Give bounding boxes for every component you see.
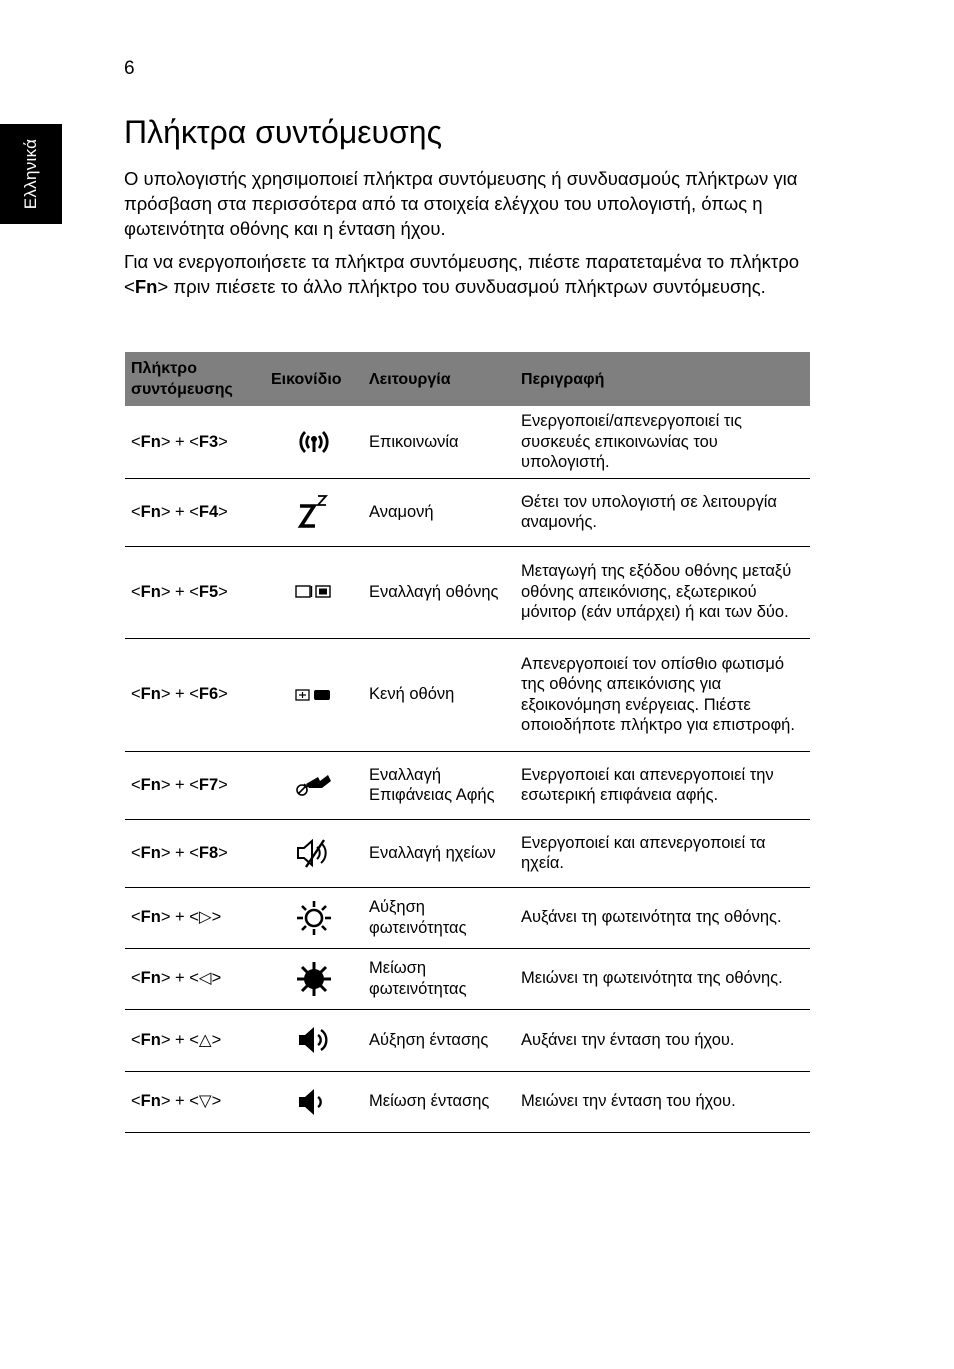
- description-cell: Απενεργοποιεί τον οπίσθιο φωτισμό της οθόνης απεικόνισης για εξοικονόμηση ενέργειας. Πιέστε οποιοδήποτε πλήκτρο για επιστροφή.: [515, 638, 810, 751]
- icon-cell: [265, 1071, 363, 1132]
- icon-cell: [265, 406, 363, 478]
- touchpad-toggle-icon: [294, 770, 334, 800]
- hotkey-cell: <Fn> + <F3>: [125, 406, 265, 478]
- language-side-tab: [0, 124, 62, 224]
- header-description: Περιγραφή: [515, 352, 810, 406]
- hotkey-cell: <Fn> + <◁>: [125, 948, 265, 1009]
- instruction-key: Fn: [134, 276, 158, 297]
- language-side-tab-label: Ελληνικά: [21, 138, 40, 210]
- header-hotkey: Πλήκτρο συντόμευσης: [125, 352, 265, 406]
- table-row: [125, 887, 810, 948]
- page-number: 6: [124, 58, 135, 79]
- hotkey-cell: <Fn> + <F8>: [125, 819, 265, 887]
- table-header-row: [125, 352, 810, 406]
- modifier-key: Fn: [140, 582, 161, 601]
- display-toggle-icon: [294, 584, 334, 600]
- icon-cell: [265, 1009, 363, 1071]
- description-cell: Ενεργοποιεί/απενεργοποιεί τις συσκευές επικοινωνίας του υπολογιστή.: [515, 406, 810, 478]
- function-cell: Μείωση έντασης: [363, 1071, 515, 1132]
- modifier-key: Fn: [140, 1092, 161, 1111]
- hotkey-cell: <Fn> + <F5>: [125, 546, 265, 638]
- function-cell: Εναλλαγή ηχείων: [363, 819, 515, 887]
- modifier-key: Fn: [140, 432, 161, 451]
- header-icon: Εικονίδιο: [265, 352, 363, 406]
- hotkey-key: △: [198, 1030, 212, 1049]
- hotkey-key: F3: [198, 432, 219, 451]
- function-cell: Αύξηση έντασης: [363, 1009, 515, 1071]
- modifier-key: Fn: [140, 502, 161, 521]
- hotkey-key: F7: [198, 775, 219, 794]
- hotkey-cell: <Fn> + <▽>: [125, 1071, 265, 1132]
- hotkey-cell: <Fn> + <F4>: [125, 478, 265, 546]
- modifier-key: Fn: [140, 908, 161, 927]
- function-cell: Αύξηση φωτεινότητας: [363, 887, 515, 948]
- hotkey-key: ▷: [198, 908, 212, 927]
- table-row: [125, 546, 810, 638]
- hotkey-key: F6: [198, 685, 219, 704]
- icon-cell: [265, 887, 363, 948]
- modifier-key: Fn: [140, 685, 161, 704]
- hotkey-cell: <Fn> + <△>: [125, 1009, 265, 1071]
- table-row: [125, 1071, 810, 1132]
- hotkey-key: ▽: [198, 1092, 212, 1111]
- function-cell: Κενή οθόνη: [363, 638, 515, 751]
- table-row: [125, 478, 810, 546]
- hotkey-cell: <Fn> + <F6>: [125, 638, 265, 751]
- table-row: [125, 948, 810, 1009]
- description-cell: Θέτει τον υπολογιστή σε λειτουργία αναμονής.: [515, 478, 810, 546]
- description-cell: Μειώνει την ένταση του ήχου.: [515, 1071, 810, 1132]
- function-cell: Εναλλαγή οθόνης: [363, 546, 515, 638]
- brightness-down-icon: [294, 959, 334, 999]
- icon-cell: [265, 546, 363, 638]
- wireless-icon: [294, 426, 334, 458]
- instruction-text-end: > πριν πιέσετε το άλλο πλήκτρο του συνδυασμού πλήκτρων συντόμευσης.: [157, 276, 766, 297]
- modifier-key: Fn: [140, 775, 161, 794]
- table-row: [125, 1009, 810, 1071]
- function-cell: Εναλλαγή Επιφάνειας Αφής: [363, 751, 515, 819]
- hotkeys-table: [125, 352, 810, 1133]
- hotkey-cell: <Fn> + <▷>: [125, 887, 265, 948]
- description-cell: Ενεργοποιεί και απενεργοποιεί την εσωτερική επιφάνεια αφής.: [515, 751, 810, 819]
- table-row: [125, 819, 810, 887]
- hotkey-key: F5: [198, 582, 219, 601]
- icon-cell: [265, 819, 363, 887]
- header-function: Λειτουργία: [363, 352, 515, 406]
- intro-paragraph: Ο υπολογιστής χρησιμοποιεί πλήκτρα συντόμευσης ή συνδυασμούς πλήκτρων για πρόσβαση στα περισσότερα από τα στοιχεία ελέγχου του υπολογιστή, όπως η φωτεινότητα οθόνης και η ένταση ήχου.: [124, 168, 798, 239]
- icon-cell: [265, 638, 363, 751]
- table-row: [125, 751, 810, 819]
- table-row: [125, 406, 810, 478]
- function-cell: Αναμονή: [363, 478, 515, 546]
- table-row: [125, 638, 810, 751]
- hotkey-key: F8: [198, 843, 219, 862]
- description-cell: Ενεργοποιεί και απενεργοποιεί τα ηχεία.: [515, 819, 810, 887]
- function-cell: Μείωση φωτεινότητας: [363, 948, 515, 1009]
- description-cell: Μεταγωγή της εξόδου οθόνης μεταξύ οθόνης απεικόνισης, εξωτερικού μόνιτορ (εάν υπάρχει) ή και των δύο.: [515, 546, 810, 638]
- modifier-key: Fn: [140, 843, 161, 862]
- function-cell: Επικοινωνία: [363, 406, 515, 478]
- hotkey-key: ◁: [198, 969, 212, 988]
- icon-cell: [265, 948, 363, 1009]
- brightness-up-icon: [294, 898, 334, 938]
- instruction-text-start: Για να ενεργοποιήσετε τα πλήκτρα συντόμευσης, πιέστε παρατεταμένα το πλήκτρο <: [124, 251, 800, 297]
- screen-blank-icon: [294, 688, 334, 702]
- description-cell: Αυξάνει την ένταση του ήχου.: [515, 1009, 810, 1071]
- modifier-key: Fn: [140, 1030, 161, 1049]
- description-cell: Αυξάνει τη φωτεινότητα της οθόνης.: [515, 887, 810, 948]
- hotkey-cell: <Fn> + <F7>: [125, 751, 265, 819]
- sleep-icon: [294, 492, 334, 532]
- icon-cell: [265, 751, 363, 819]
- speaker-mute-icon: [294, 837, 334, 869]
- hotkey-key: F4: [198, 502, 219, 521]
- volume-up-icon: [294, 1023, 334, 1057]
- icon-cell: [265, 478, 363, 546]
- page-title: Πλήκτρα συντόμευσης: [124, 114, 442, 150]
- instruction-paragraph: [124, 249, 824, 299]
- modifier-key: Fn: [140, 969, 161, 988]
- volume-down-icon: [294, 1085, 334, 1119]
- description-cell: Μειώνει τη φωτεινότητα της οθόνης.: [515, 948, 810, 1009]
